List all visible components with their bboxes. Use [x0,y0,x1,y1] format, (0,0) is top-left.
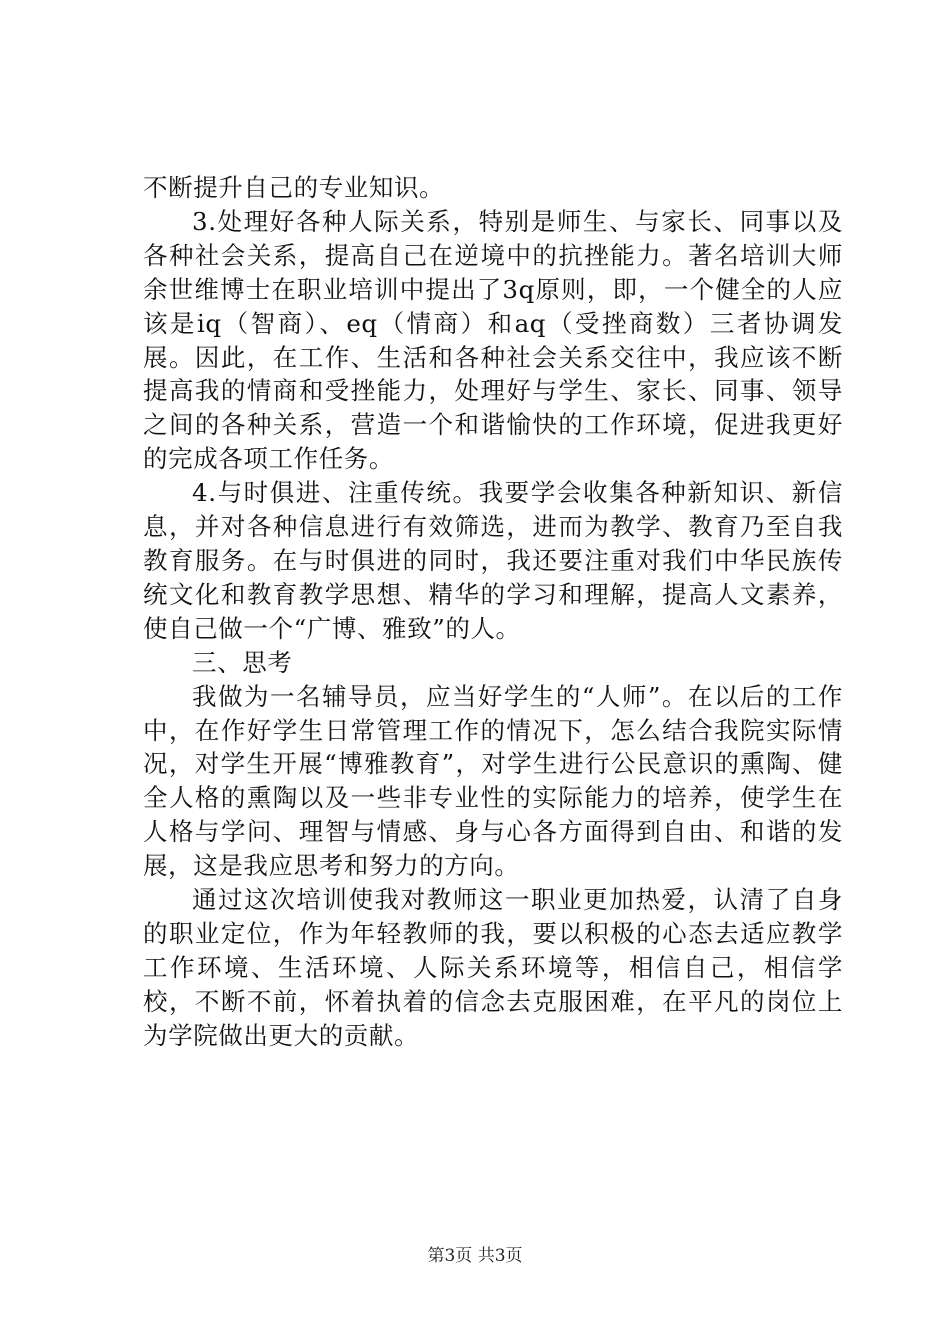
paragraph-conclusion: 通过这次培训使我对教师这一职业更加热爱，认清了自身的职业定位，作为年轻教师的我，要以积极的心态去适应教学工作环境、生活环境、人际关系环境等，相信自己，相信学校，不断不前，怀着执着的信念去克服困难，在平凡的岗位上为学院做出更大的贡献。 [143,885,843,1050]
section-heading-reflection: 三、思考 [192,647,293,677]
paragraph-counselor-reflection: 我做为一名辅导员，应当好学生的“人师”。在以后的工作中，在作好学生日常管理工作的情况下，怎么结合我院实际情况，对学生开展“博雅教育”，对学生进行公民意识的熏陶、健全人格的熏陶以及一些非专业性的实际能力的培养，使学生在人格与学问、理智与情感、身与心各方面得到自由、和谐的发展，这是我应思考和努力的方向。 [143,681,843,881]
document-body [143,171,843,1053]
page-number-footer: 第3页 共3页 [427,1246,523,1266]
paragraph-interpersonal-relations: 3.处理好各种人际关系，特别是师生、与家长、同事以及各种社会关系，提高自己在逆境中的抗挫能力。著名培训大师余世维博士在职业培训中提出了3q原则，即，一个健全的人应该是iq（智商）、eq（情商）和aq（受挫商数）三者协调发展。因此，在工作、生活和各种社会关系交往中，我应该不断提高我的情商和受挫能力，处理好与学生、家长、同事、领导之间的各种关系，营造一个和谐愉快的工作环境，促进我更好的完成各项工作任务。 [143,206,843,474]
paragraph-keep-pace-with-times: 4.与时俱进、注重传统。我要学会收集各种新知识、新信息，并对各种信息进行有效筛选，进而为教学、教育乃至自我教育服务。在与时俱进的同时，我还要注重对我们中华民族传统文化和教育教学思想、精华的学习和理解，提高人文素养，使自己做一个“广博、雅致”的人。 [143,478,843,643]
paragraph-continuation: 不断提升自己的专业知识。 [143,173,445,202]
